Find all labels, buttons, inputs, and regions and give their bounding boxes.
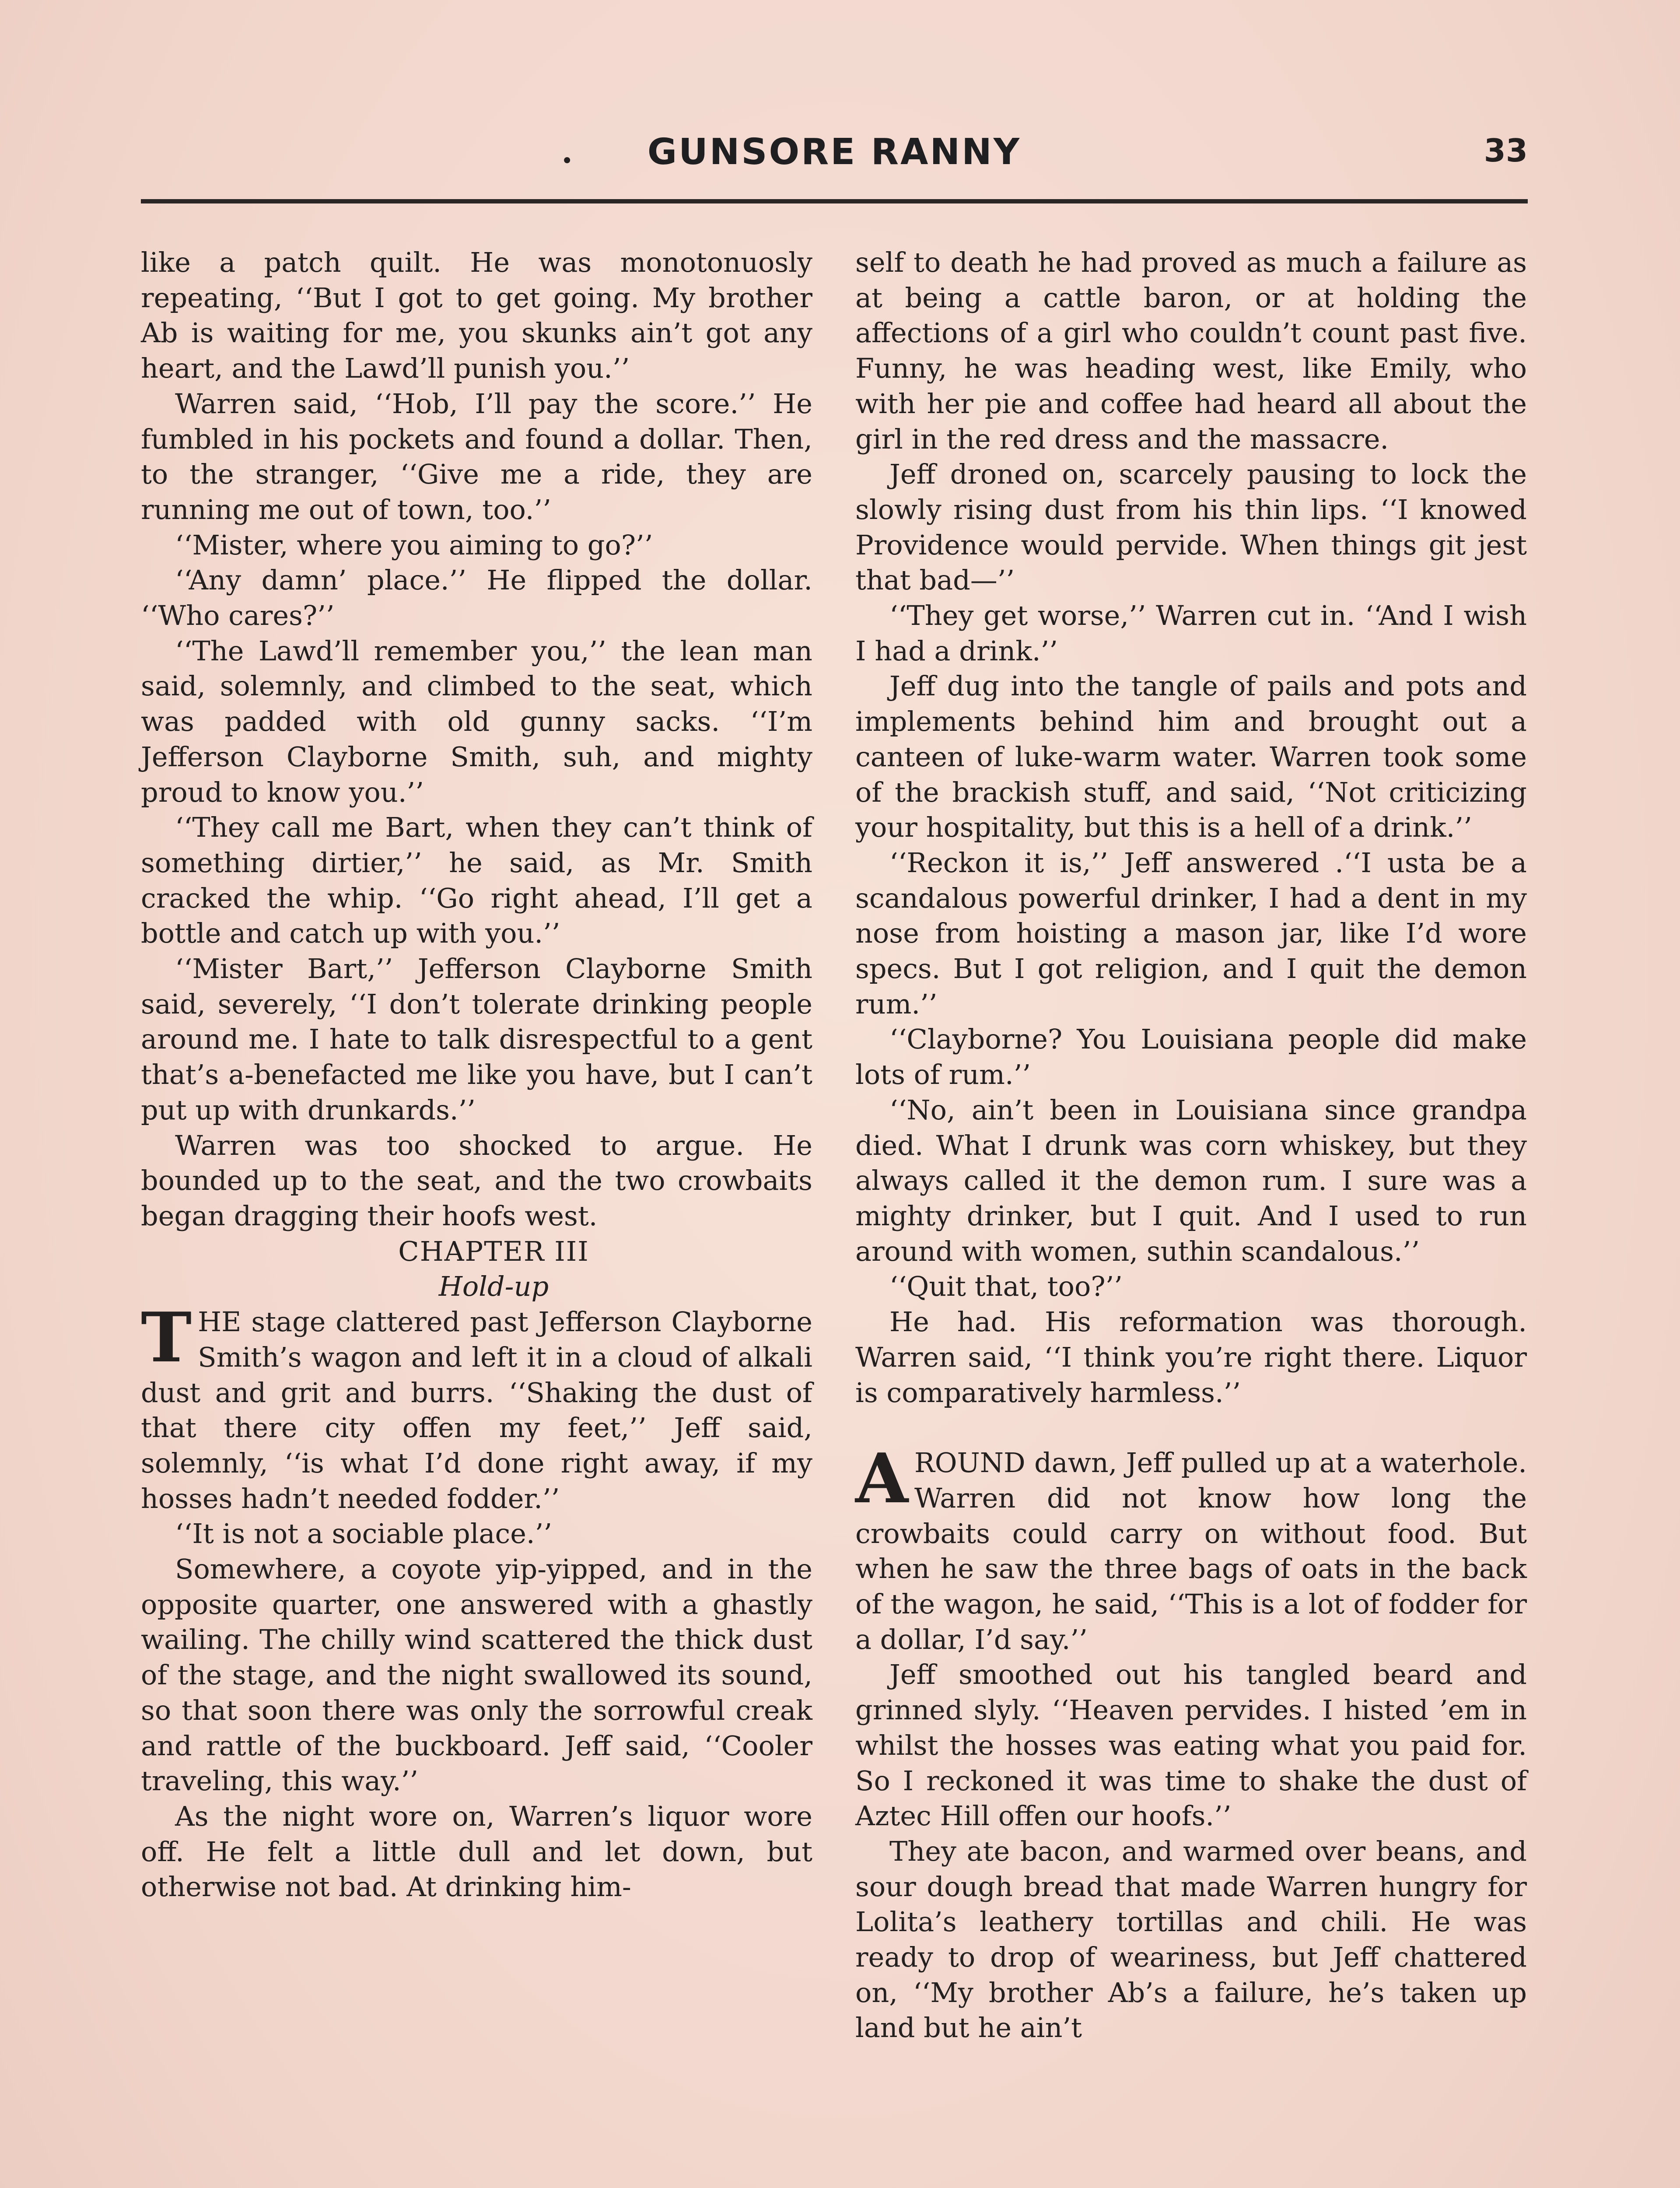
chapter-subtitle: Hold-up (438, 1270, 549, 1303)
section-opening-paragraph (855, 1438, 1527, 1657)
paragraph: He had. His reformation was thorough. Warren said, ‘‘I think you’re right there. Liquor is comparatively harmless.’’ (855, 1306, 1527, 1409)
chapter-heading: CHAPTER III (398, 1235, 589, 1267)
paragraph: Jeff dug into the tangle of pails and pots and implements behind him and brought out a canteen of luke-warm water. Warren took some of the brackish stuff, and said, ‘‘Not criticizing your hospitality, but this is a hell of a drink.’’ (855, 670, 1527, 844)
drop-cap: A (855, 1438, 909, 1519)
paragraph: Jeff smoothed out his tangled beard and grinned slyly. ‘‘Heaven pervides. I histed ’em in whilst the hosses was eating what you paid for. So I reckoned it was time to shake the dust of Aztec Hill offen our hoofs.’’ (855, 1659, 1527, 1832)
left-column (141, 245, 812, 1905)
paragraph: ‘‘Mister Bart,’’ Jefferson Clayborne Smith said, severely, ‘‘I don’t tolerate drinking people around me. I hate to talk disrespectful to a gent that’s a-benefacted me like you have, but I can’t put up with drunkards.’’ (141, 953, 812, 1126)
paragraph: ‘‘Clayborne? You Louisiana people did make lots of rum.’’ (855, 1023, 1527, 1091)
paragraph: ‘‘The Lawd’ll remember you,’’ the lean man said, solemnly, and climbed to the seat, which was padded with old gunny sacks. ‘‘I’m Jefferson Clayborne Smith, suh, and mighty proud to know you.’’ (141, 635, 812, 808)
chapter-opening-paragraph (141, 1297, 812, 1516)
paragraph: ‘‘Reckon it is,’’ Jeff answered .‘‘I usta be a scandalous powerful drinker, I had a dent in my nose from hoisting a mason jar, like I’d wore specs. But I got religion, and I quit the demon rum.’’ (855, 846, 1527, 1020)
paragraph: ‘‘Mister, where you aiming to go?’’ (175, 529, 653, 561)
page-number: 33 (1484, 132, 1528, 169)
paragraph: ‘‘No, ain’t been in Louisiana since grandpa died. What I drunk was corn whiskey, but they always called it the demon rum. I sure was a mighty drinker, but I quit. And I used to run around with women, suthin scandalous.’’ (855, 1094, 1527, 1267)
paragraph: like a patch quilt. He was monotonuosly repeating, ‘‘But I got to get going. My brother Ab is waiting for me, you skunks ain’t got any heart, and the Lawd’ll punish you.’’ (141, 246, 812, 385)
header-rule (141, 199, 1528, 203)
paragraph-text: ROUND dawn, Jeff pulled up at a waterhole. Warren did not know how long the crowbaits could carry on without food. But when he saw the three bags of oats in the back of the wagon, he said, ‘‘This is a lot of fodder for a dollar, I’d say.’’ (855, 1447, 1527, 1655)
paragraph: Warren said, ‘‘Hob, I’ll pay the score.’’ He fumbled in his pockets and found a dollar. Then, to the stranger, ‘‘Give me a ride, they are running me out of town, too.’’ (141, 387, 812, 526)
paragraph-text: HE stage clattered past Jefferson Clayborne Smith’s wagon and left it in a cloud of alkali dust and grit and burrs. ‘‘Shaking the dust of that there city offen my feet,’’ Jeff said, solemnly, ‘‘is what I’d done right away, if my hosses hadn’t needed fodder.’’ (141, 1306, 812, 1515)
paragraph: ‘‘Any damn’ place.’’ He flipped the dollar. ‘‘Who cares?’’ (141, 564, 812, 632)
paragraph: As the night wore on, Warren’s liquor wore off. He felt a little dull and let down, but otherwise not bad. At drinking him- (141, 1800, 812, 1903)
paragraph: Somewhere, a coyote yip-yipped, and in the opposite quarter, one answered with a ghastly wailing. The chilly wind scattered the thick dust of the stage, and the night swallowed its sound, so that soon there was only the sorrowful creak and rattle of the buckboard. Jeff said, ‘‘Cooler traveling, this way.’’ (141, 1553, 812, 1797)
drop-cap: T (141, 1297, 192, 1378)
paragraph: ‘‘It is not a sociable place.’’ (175, 1518, 553, 1550)
section-break (855, 1410, 1527, 1445)
header-bullet: • (561, 149, 574, 173)
running-title: GUNSORE RANNY (647, 131, 1022, 173)
paragraph: ‘‘Quit that, too?’’ (889, 1270, 1123, 1303)
paragraph: self to death he had proved as much a failure as at being a cattle baron, or at holding the affections of a girl who couldn’t count past five. Funny, he was heading west, like Emily, who with her pie and coffee had heard all about the girl in the red dress and the massacre. (855, 246, 1527, 455)
paragraph: Jeff droned on, scarcely pausing to lock the slowly rising dust from his thin lips. ‘‘I knowed Providence would pervide. When things git jest that bad—’’ (855, 458, 1527, 596)
paragraph: ‘‘They call me Bart, when they can’t think of something dirtier,’’ he said, as Mr. Smith cracked the whip. ‘‘Go right ahead, I’ll get a bottle and catch up with you.’’ (141, 811, 812, 950)
paragraph: They ate bacon, and warmed over beans, and sour dough bread that made Warren hungry for Lolita’s leathery tortillas and chili. He was ready to drop of weariness, but Jeff chattered on, ‘‘My brother Ab’s a failure, he’s taken up land but he ain’t (855, 1835, 1527, 2044)
paragraph: Warren was too shocked to argue. He bounded up to the seat, and the two crowbaits began dragging their hoofs west. (141, 1129, 812, 1232)
right-column (855, 245, 1527, 2046)
running-header (141, 131, 1528, 184)
paragraph: ‘‘They get worse,’’ Warren cut in. ‘‘And I wish I had a drink.’’ (855, 600, 1527, 667)
